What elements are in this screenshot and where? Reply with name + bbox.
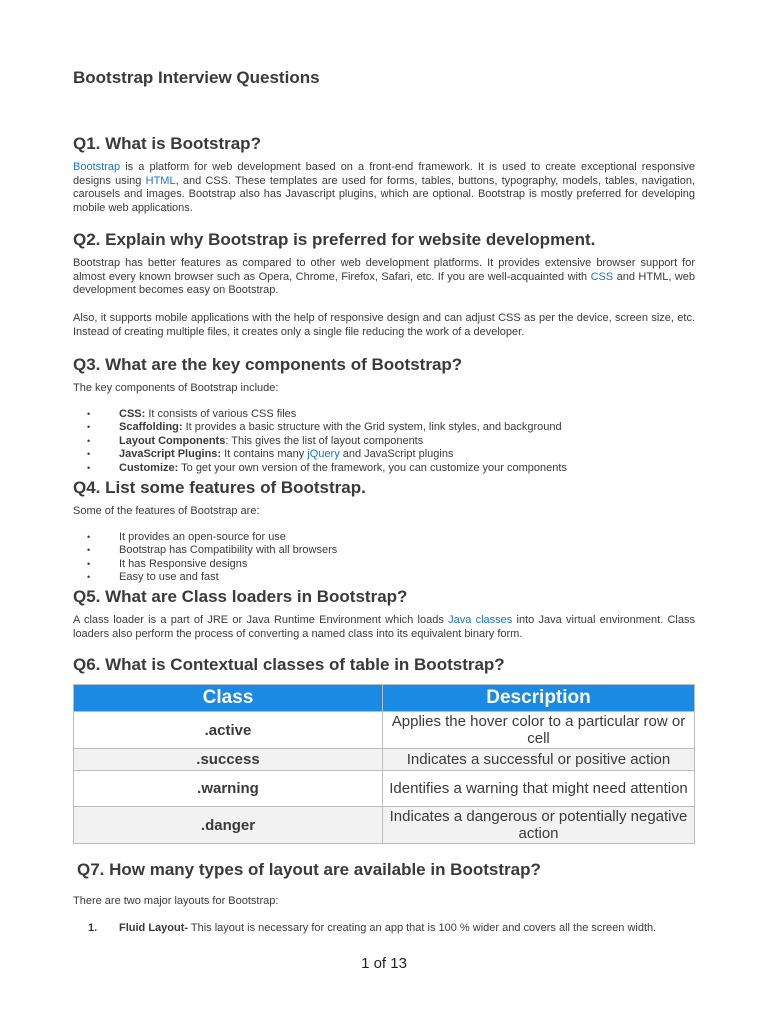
q6-heading: Q6. What is Contextual classes of table in Bootstrap?: [73, 655, 505, 674]
list-item: • It has Responsive designs: [73, 558, 337, 571]
q3-list: [73, 408, 567, 475]
list-number: 1.: [88, 922, 98, 934]
q2-paragraph-2: Also, it supports mobile applications with the help of responsive design and can adjust CSS as per the device, screen size, etc. Instead of creating multiple files, it creates only a single file reducing the work of a developer.: [73, 312, 695, 338]
table-row: [74, 749, 695, 771]
table-cell-class: .active: [74, 712, 383, 749]
list-item: • Layout Components: This gives the list of layout components: [73, 435, 567, 448]
q1-text-2: , and CSS. These templates are used for forms, tables, buttons, typography, models, tables, navigation, carousels and images. Bootstrap also has Javascript plugins, which are optional. Bootstrap is mostly preferred for developing mobile web applications.: [73, 174, 696, 214]
page-number: 1 of 13: [361, 955, 407, 972]
q7-heading: Q7. How many types of layout are available in Bootstrap?: [77, 860, 541, 879]
table-cell-class: .warning: [74, 771, 383, 807]
q5-paragraph: [73, 614, 695, 641]
table-row: [74, 807, 695, 844]
table-header-class: Class: [74, 685, 383, 712]
q2-paragraph-1: [73, 257, 695, 298]
css-link[interactable]: CSS: [590, 270, 614, 283]
table-row: [74, 771, 695, 807]
list-item: • It provides an open-source for use: [73, 531, 337, 544]
q5-text-2: into Java virtual environment. Class loaders also perform the process of converting a named class into its equivalent binary form.: [73, 614, 695, 640]
list-item: • Easy to use and fast: [73, 571, 337, 584]
table-cell-class: .success: [74, 749, 383, 771]
list-item: • CSS: It consists of various CSS files: [73, 408, 567, 421]
list-item: • Bootstrap has Compatibility with all browsers: [73, 544, 337, 557]
jquery-link[interactable]: jQuery: [307, 448, 340, 461]
fluid-layout-desc: This layout is necessary for creating an app that is 100 % wider and covers all the screen width.: [188, 922, 657, 934]
q2-heading: Q2. Explain why Bootstrap is preferred for website development.: [73, 230, 596, 249]
q4-list: [73, 531, 337, 585]
list-item: • JavaScript Plugins: It contains many jQuery and JavaScript plugins: [73, 448, 567, 461]
q4-heading: Q4. List some features of Bootstrap.: [73, 478, 366, 497]
fluid-layout-term: Fluid Layout-: [119, 922, 189, 934]
table-cell-description: Indicates a successful or positive action: [383, 749, 695, 771]
table-cell-description: Applies the hover color to a particular row or cell: [383, 712, 695, 749]
table-cell-description: Identifies a warning that might need attention: [383, 771, 695, 807]
list-item: • Customize: To get your own version of the framework, you can customize your components: [73, 462, 567, 475]
q5-heading: Q5. What are Class loaders in Bootstrap?: [73, 587, 408, 606]
html-link[interactable]: HTML: [145, 174, 176, 187]
java-classes-link[interactable]: Java classes: [448, 614, 513, 626]
list-item: • Scaffolding: It provides a basic structure with the Grid system, link styles, and background: [73, 421, 567, 434]
q5-text-1: A class loader is a part of JRE or Java Runtime Environment which loads: [73, 614, 449, 626]
q1-text-1: is a platform for web development based on a front-end framework. It is used to create exceptional responsive designs using: [73, 161, 695, 187]
table-cell-class: .danger: [74, 807, 383, 844]
q3-heading: Q3. What are the key components of Bootstrap?: [73, 355, 463, 374]
q2-text-2: and HTML, web development becomes easy on Bootstrap.: [73, 270, 696, 297]
q7-list-item-1: [88, 922, 656, 934]
q4-intro: Some of the features of Bootstrap are:: [73, 505, 260, 517]
q3-intro: The key components of Bootstrap include:: [73, 382, 279, 394]
q1-paragraph: [73, 161, 695, 215]
contextual-classes-table: [73, 684, 695, 844]
bootstrap-link[interactable]: Bootstrap: [73, 161, 121, 173]
table-row: [74, 712, 695, 749]
document-title: Bootstrap Interview Questions: [73, 68, 320, 87]
q1-heading: Q1. What is Bootstrap?: [73, 134, 261, 153]
q2-text-1: Bootstrap has better features as compared to other web development platforms. It provides extensive browser support for almost every known browser such as Opera, Chrome, Firefox, Safari, etc. If you are well-acquainted with: [73, 257, 695, 283]
table-header-description: Description: [383, 685, 695, 712]
q7-intro: There are two major layouts for Bootstrap:: [73, 895, 279, 907]
table-cell-description: Indicates a dangerous or potentially negative action: [383, 807, 695, 844]
